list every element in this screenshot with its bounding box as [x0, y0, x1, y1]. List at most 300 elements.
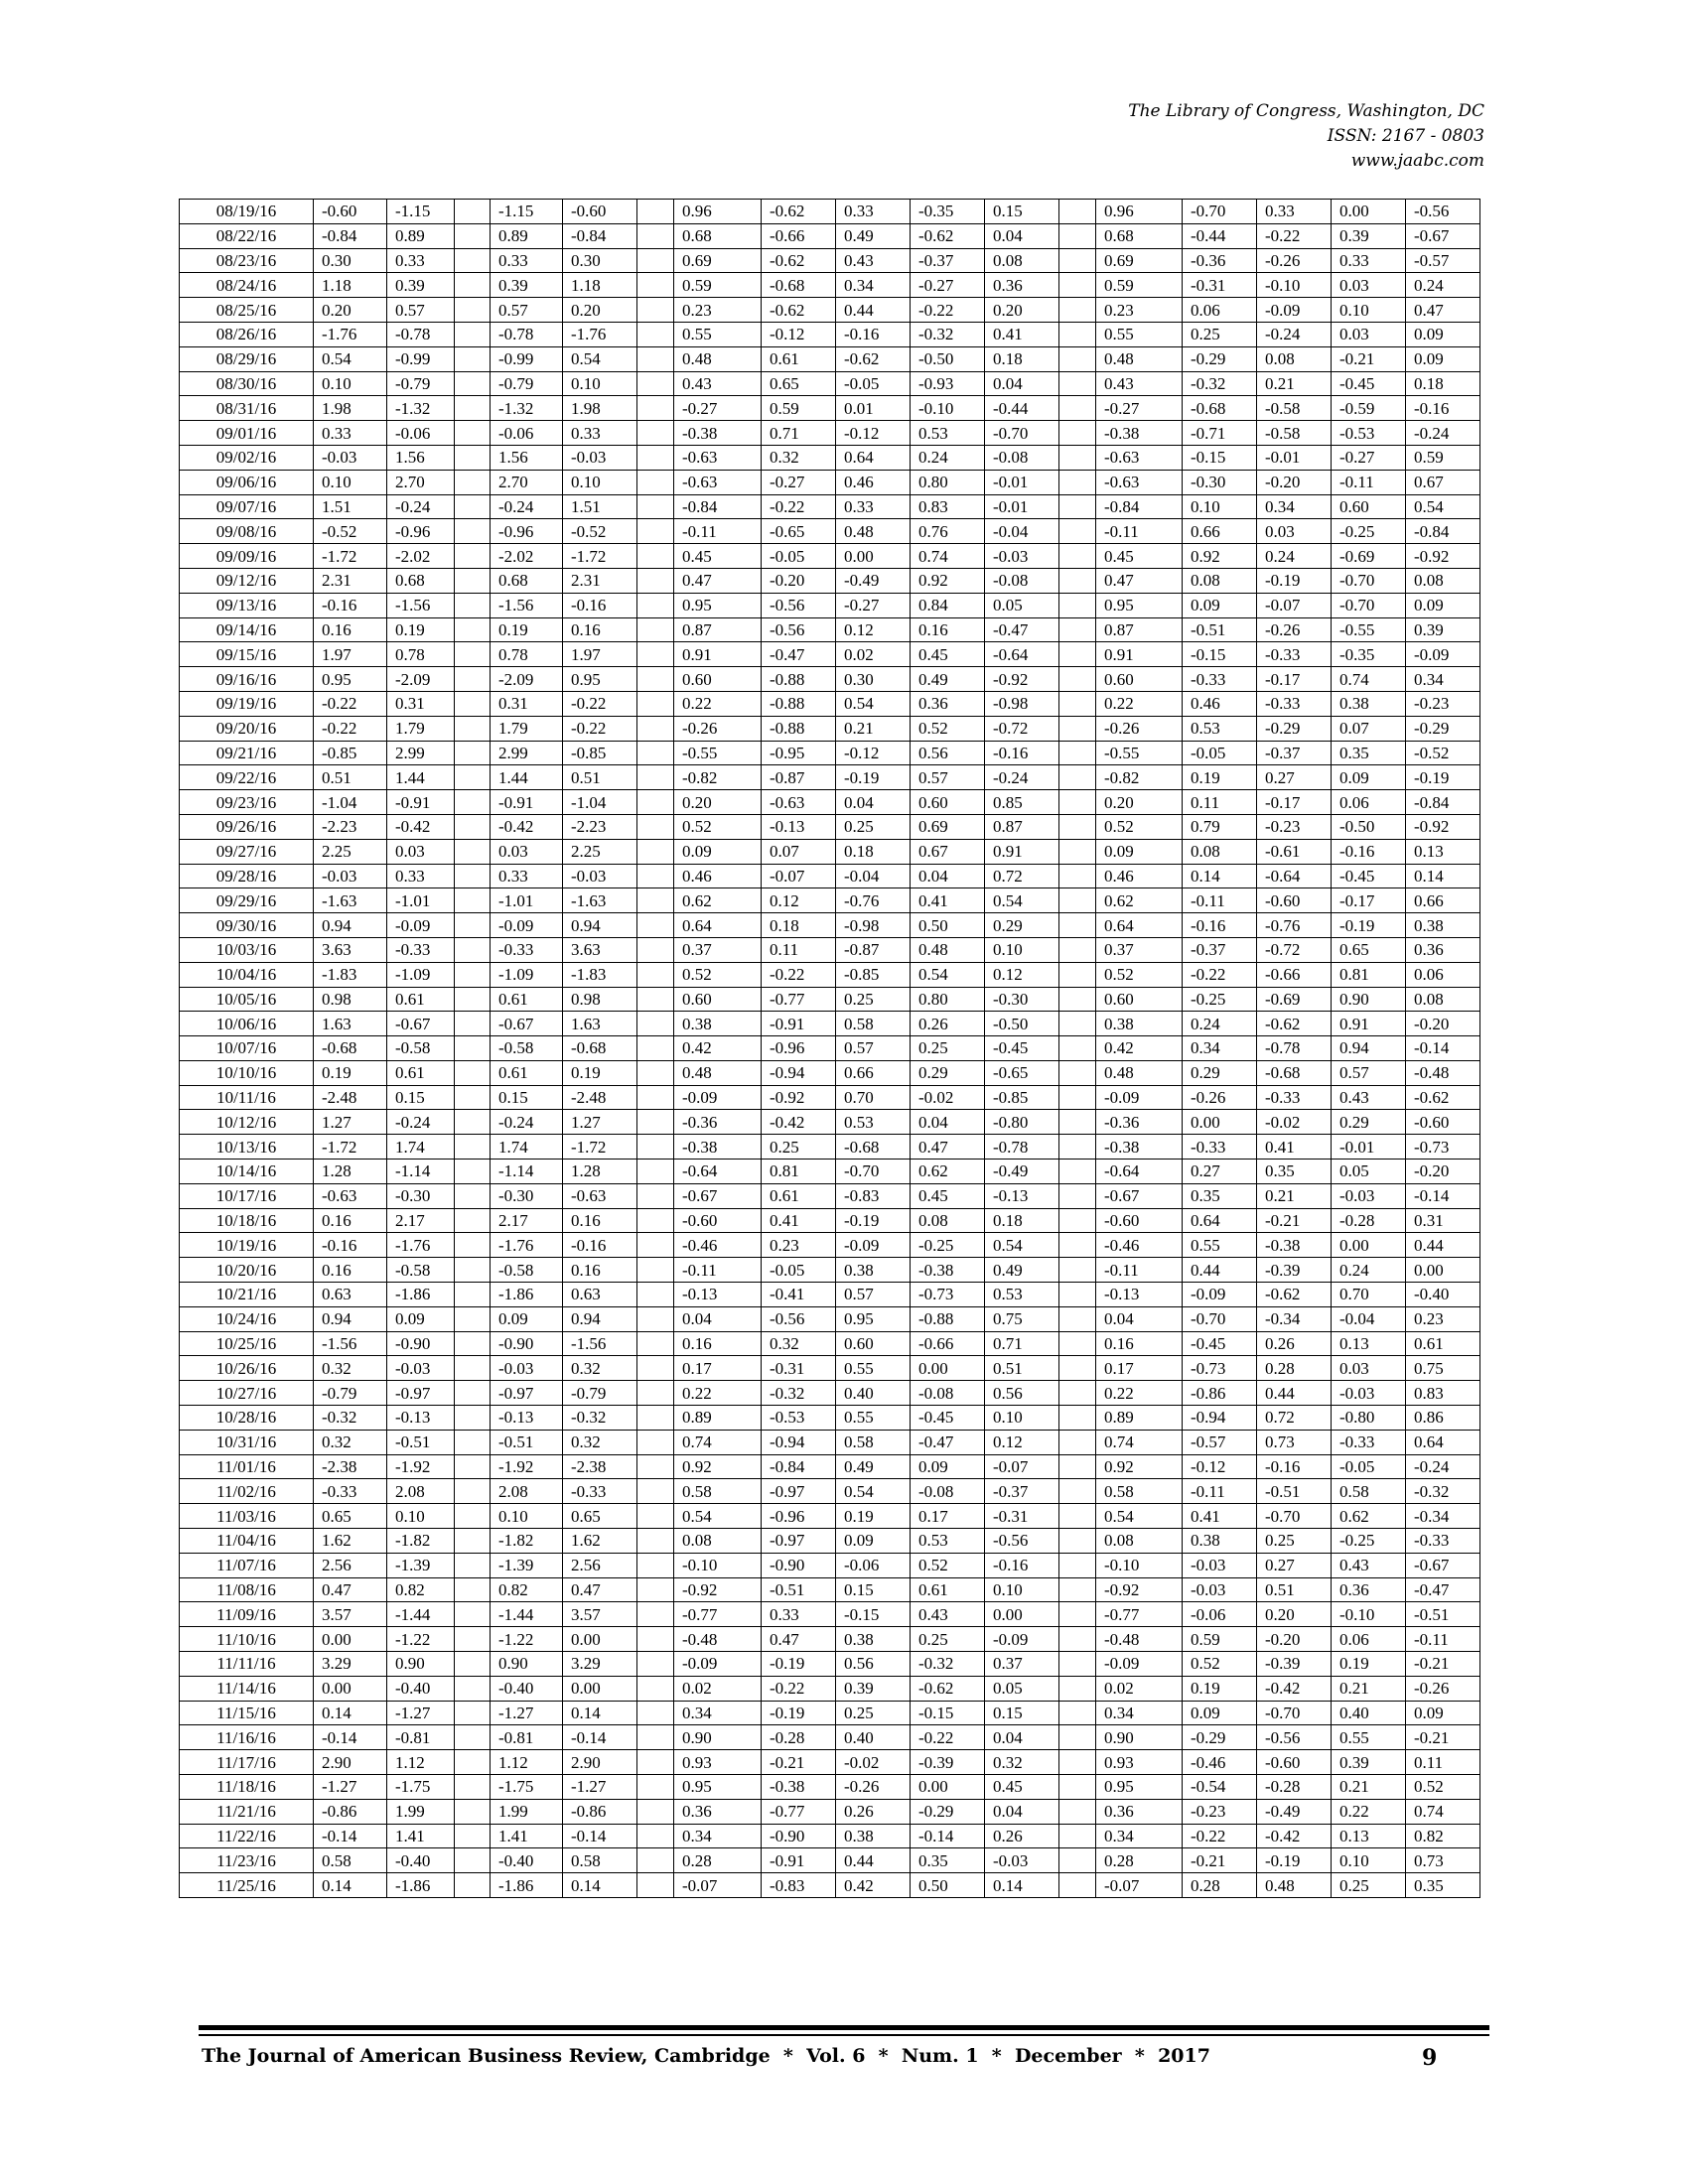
spacer-cell	[455, 1799, 491, 1824]
value-cell: 0.60	[911, 790, 985, 815]
value-cell: -0.05	[836, 371, 911, 396]
spacer-cell	[1059, 864, 1096, 888]
value-cell: -1.22	[387, 1627, 455, 1652]
value-cell: 0.48	[911, 937, 985, 962]
value-cell: -0.68	[314, 1036, 387, 1061]
value-cell: -0.23	[1183, 1799, 1257, 1824]
value-cell: 0.20	[985, 298, 1059, 323]
data-table	[179, 199, 1480, 1898]
value-cell: -0.08	[911, 1479, 985, 1504]
value-cell: 0.61	[911, 1577, 985, 1602]
value-cell: 0.90	[491, 1652, 563, 1677]
value-cell: -0.67	[1406, 1553, 1480, 1577]
value-cell: -1.76	[563, 322, 637, 346]
value-cell: 0.05	[1332, 1160, 1406, 1184]
value-cell: 1.79	[387, 716, 455, 741]
date-cell: 11/09/16	[180, 1602, 314, 1627]
spacer-cell	[637, 1331, 674, 1356]
value-cell: -1.63	[563, 888, 637, 913]
value-cell: 0.91	[1096, 642, 1183, 667]
value-cell: -0.72	[1257, 937, 1332, 962]
value-cell: -1.76	[314, 322, 387, 346]
spacer-cell	[1059, 642, 1096, 667]
value-cell: 0.36	[674, 1799, 762, 1824]
spacer-cell	[1059, 421, 1096, 446]
value-cell: 0.34	[1257, 494, 1332, 519]
value-cell: -0.92	[762, 1085, 836, 1110]
value-cell: -0.16	[985, 741, 1059, 765]
spacer-cell	[637, 1577, 674, 1602]
value-cell: 0.31	[491, 691, 563, 716]
date-cell: 08/25/16	[180, 298, 314, 323]
value-cell: 0.62	[911, 1160, 985, 1184]
value-cell: -0.12	[836, 421, 911, 446]
spacer-cell	[1059, 346, 1096, 371]
value-cell: -0.76	[836, 888, 911, 913]
value-cell: -0.19	[836, 765, 911, 790]
spacer-cell	[637, 1504, 674, 1529]
table-row	[180, 273, 1480, 298]
value-cell: -2.38	[314, 1454, 387, 1479]
table-row	[180, 1381, 1480, 1406]
spacer-cell	[637, 568, 674, 593]
value-cell: 1.28	[563, 1160, 637, 1184]
spacer-cell	[1059, 1160, 1096, 1184]
spacer-cell	[455, 1283, 491, 1307]
spacer-cell	[455, 617, 491, 642]
value-cell: 0.18	[836, 839, 911, 864]
value-cell: -0.92	[1406, 544, 1480, 569]
spacer-cell	[637, 322, 674, 346]
value-cell: -0.20	[1406, 1012, 1480, 1036]
value-cell: -0.12	[836, 741, 911, 765]
value-cell: 0.44	[1257, 1381, 1332, 1406]
spacer-cell	[455, 371, 491, 396]
spacer-cell	[455, 298, 491, 323]
footer-rule-thick	[199, 2025, 1489, 2030]
value-cell: 0.11	[762, 937, 836, 962]
value-cell: 0.22	[1096, 1381, 1183, 1406]
value-cell: 0.38	[1332, 691, 1406, 716]
value-cell: -0.70	[985, 421, 1059, 446]
value-cell: 3.57	[314, 1602, 387, 1627]
value-cell: -0.62	[836, 346, 911, 371]
value-cell: -0.30	[985, 987, 1059, 1012]
value-cell: 0.94	[314, 913, 387, 938]
value-cell: -0.03	[1183, 1553, 1257, 1577]
value-cell: 0.54	[911, 962, 985, 987]
value-cell: -0.69	[1332, 544, 1406, 569]
value-cell: -0.68	[563, 1036, 637, 1061]
value-cell: -1.15	[387, 200, 455, 224]
spacer-cell	[455, 1085, 491, 1110]
value-cell: -0.38	[1257, 1233, 1332, 1258]
spacer-cell	[637, 937, 674, 962]
value-cell: -0.46	[1183, 1750, 1257, 1775]
value-cell: -0.90	[762, 1553, 836, 1577]
table-row	[180, 223, 1480, 248]
spacer-cell	[1059, 888, 1096, 913]
spacer-cell	[455, 1479, 491, 1504]
value-cell: -0.63	[1096, 470, 1183, 494]
value-cell: 0.57	[911, 765, 985, 790]
spacer-cell	[1059, 1454, 1096, 1479]
value-cell: -0.83	[762, 1873, 836, 1898]
value-cell: 0.04	[985, 223, 1059, 248]
spacer-cell	[455, 1676, 491, 1701]
spacer-cell	[1059, 913, 1096, 938]
value-cell: -0.09	[1406, 642, 1480, 667]
value-cell: -0.98	[985, 691, 1059, 716]
value-cell: -0.13	[674, 1283, 762, 1307]
value-cell: 1.41	[491, 1824, 563, 1848]
value-cell: -0.04	[836, 864, 911, 888]
value-cell: 0.54	[674, 1504, 762, 1529]
value-cell: -1.22	[491, 1627, 563, 1652]
value-cell: -0.59	[1332, 396, 1406, 421]
value-cell: 0.16	[563, 617, 637, 642]
value-cell: -0.38	[762, 1775, 836, 1800]
value-cell: -0.84	[674, 494, 762, 519]
date-cell: 09/09/16	[180, 544, 314, 569]
value-cell: -0.88	[762, 716, 836, 741]
value-cell: 0.51	[1257, 1577, 1332, 1602]
value-cell: 0.19	[1332, 1652, 1406, 1677]
value-cell: 0.68	[387, 568, 455, 593]
value-cell: 0.43	[674, 371, 762, 396]
value-cell: -0.01	[985, 494, 1059, 519]
value-cell: -0.60	[1096, 1208, 1183, 1233]
value-cell: 0.71	[985, 1331, 1059, 1356]
date-cell: 10/12/16	[180, 1110, 314, 1135]
value-cell: 0.10	[985, 1577, 1059, 1602]
value-cell: -0.48	[674, 1627, 762, 1652]
value-cell: -0.67	[674, 1183, 762, 1208]
value-cell: 2.25	[314, 839, 387, 864]
value-cell: 1.98	[563, 396, 637, 421]
value-cell: 0.82	[387, 1577, 455, 1602]
spacer-cell	[637, 346, 674, 371]
value-cell: 0.35	[1406, 1873, 1480, 1898]
value-cell: 0.40	[836, 1725, 911, 1750]
value-cell: 3.57	[563, 1602, 637, 1627]
date-cell: 08/30/16	[180, 371, 314, 396]
table-row	[180, 1848, 1480, 1873]
table-row	[180, 962, 1480, 987]
table-row	[180, 642, 1480, 667]
table-row	[180, 1577, 1480, 1602]
value-cell: -0.67	[1096, 1183, 1183, 1208]
value-cell: -0.03	[314, 445, 387, 470]
value-cell: -0.48	[1406, 1060, 1480, 1085]
spacer-cell	[1059, 1060, 1096, 1085]
value-cell: -0.32	[911, 1652, 985, 1677]
value-cell: 0.14	[314, 1873, 387, 1898]
value-cell: 0.18	[762, 913, 836, 938]
value-cell: -0.16	[836, 322, 911, 346]
value-cell: -0.11	[1096, 1258, 1183, 1283]
value-cell: -0.96	[762, 1504, 836, 1529]
spacer-cell	[637, 1602, 674, 1627]
table-row	[180, 1208, 1480, 1233]
value-cell: -1.72	[563, 544, 637, 569]
spacer-cell	[637, 248, 674, 273]
value-cell: 0.87	[985, 814, 1059, 839]
value-cell: 0.52	[911, 1553, 985, 1577]
value-cell: 0.89	[1096, 1406, 1183, 1431]
spacer-cell	[1059, 568, 1096, 593]
value-cell: 1.27	[314, 1110, 387, 1135]
spacer-cell	[637, 1356, 674, 1381]
value-cell: 0.41	[1257, 1135, 1332, 1160]
date-cell: 08/22/16	[180, 223, 314, 248]
spacer-cell	[455, 470, 491, 494]
value-cell: 0.55	[674, 322, 762, 346]
spacer-cell	[455, 248, 491, 273]
spacer-cell	[1059, 1627, 1096, 1652]
value-cell: 0.14	[985, 1873, 1059, 1898]
spacer-cell	[637, 273, 674, 298]
date-cell: 09/06/16	[180, 470, 314, 494]
value-cell: 0.95	[674, 593, 762, 617]
value-cell: 3.63	[563, 937, 637, 962]
value-cell: -0.19	[762, 1701, 836, 1725]
spacer-cell	[455, 1848, 491, 1873]
value-cell: -0.36	[1183, 248, 1257, 273]
value-cell: 1.63	[563, 1012, 637, 1036]
spacer-cell	[455, 1824, 491, 1848]
value-cell: -0.39	[1257, 1652, 1332, 1677]
spacer-cell	[455, 642, 491, 667]
value-cell: 0.86	[1406, 1406, 1480, 1431]
value-cell: -0.21	[762, 1750, 836, 1775]
value-cell: 0.43	[1332, 1085, 1406, 1110]
spacer-cell	[1059, 716, 1096, 741]
value-cell: -1.27	[387, 1701, 455, 1725]
value-cell: 0.29	[985, 913, 1059, 938]
date-cell: 11/14/16	[180, 1676, 314, 1701]
value-cell: -0.25	[1332, 519, 1406, 544]
value-cell: 2.08	[387, 1479, 455, 1504]
value-cell: -0.40	[1406, 1283, 1480, 1307]
value-cell: 0.96	[1096, 200, 1183, 224]
value-cell: 0.30	[314, 248, 387, 273]
value-cell: 0.15	[387, 1085, 455, 1110]
value-cell: 0.08	[1406, 568, 1480, 593]
value-cell: -0.38	[1096, 421, 1183, 446]
value-cell: 0.18	[985, 346, 1059, 371]
value-cell: -2.23	[314, 814, 387, 839]
spacer-cell	[637, 1799, 674, 1824]
value-cell: -0.40	[387, 1676, 455, 1701]
value-cell: 0.18	[985, 1208, 1059, 1233]
value-cell: -0.22	[1183, 1824, 1257, 1848]
value-cell: 0.08	[1257, 346, 1332, 371]
table-row	[180, 1430, 1480, 1454]
value-cell: -0.84	[1096, 494, 1183, 519]
value-cell: 0.26	[1257, 1331, 1332, 1356]
value-cell: -0.83	[836, 1183, 911, 1208]
value-cell: -0.53	[1332, 421, 1406, 446]
value-cell: -0.88	[911, 1306, 985, 1331]
table-row	[180, 864, 1480, 888]
value-cell: -0.02	[1257, 1110, 1332, 1135]
value-cell: 0.42	[674, 1036, 762, 1061]
value-cell: -0.79	[563, 1381, 637, 1406]
value-cell: -0.97	[762, 1529, 836, 1554]
date-cell: 10/06/16	[180, 1012, 314, 1036]
value-cell: -0.44	[985, 396, 1059, 421]
value-cell: 0.23	[762, 1233, 836, 1258]
value-cell: 0.52	[1096, 962, 1183, 987]
value-cell: -0.78	[985, 1135, 1059, 1160]
table-row	[180, 937, 1480, 962]
value-cell: -0.57	[1406, 248, 1480, 273]
value-cell: -0.42	[491, 814, 563, 839]
value-cell: 0.00	[985, 1602, 1059, 1627]
value-cell: 0.58	[1332, 1479, 1406, 1504]
value-cell: -0.17	[1257, 790, 1332, 815]
spacer-cell	[455, 839, 491, 864]
value-cell: 0.94	[1332, 1036, 1406, 1061]
value-cell: 0.90	[387, 1652, 455, 1677]
spacer-cell	[455, 1627, 491, 1652]
value-cell: -1.01	[491, 888, 563, 913]
value-cell: -0.45	[1332, 864, 1406, 888]
value-cell: 0.89	[387, 223, 455, 248]
spacer-cell	[1059, 1306, 1096, 1331]
value-cell: -0.58	[387, 1036, 455, 1061]
value-cell: 0.22	[1332, 1799, 1406, 1824]
value-cell: -0.09	[387, 913, 455, 938]
spacer-cell	[455, 765, 491, 790]
value-cell: 0.54	[836, 691, 911, 716]
date-cell: 08/26/16	[180, 322, 314, 346]
table-row	[180, 1799, 1480, 1824]
value-cell: -0.62	[762, 298, 836, 323]
value-cell: 0.09	[1406, 346, 1480, 371]
date-cell: 08/29/16	[180, 346, 314, 371]
value-cell: -0.46	[674, 1233, 762, 1258]
value-cell: 0.39	[387, 273, 455, 298]
value-cell: -0.29	[1406, 716, 1480, 741]
value-cell: -0.21	[1183, 1848, 1257, 1873]
value-cell: 2.17	[491, 1208, 563, 1233]
value-cell: -0.16	[1332, 839, 1406, 864]
value-cell: -0.92	[674, 1577, 762, 1602]
value-cell: 0.58	[836, 1012, 911, 1036]
value-cell: -0.30	[387, 1183, 455, 1208]
value-cell: 0.10	[1332, 1848, 1406, 1873]
value-cell: 0.17	[911, 1504, 985, 1529]
value-cell: -0.85	[985, 1085, 1059, 1110]
value-cell: 0.70	[1332, 1283, 1406, 1307]
spacer-cell	[455, 937, 491, 962]
table-row	[180, 248, 1480, 273]
value-cell: -0.20	[1406, 1160, 1480, 1184]
value-cell: 1.99	[491, 1799, 563, 1824]
value-cell: -0.07	[985, 1454, 1059, 1479]
value-cell: -0.49	[985, 1160, 1059, 1184]
value-cell: -0.11	[1096, 519, 1183, 544]
spacer-cell	[1059, 1701, 1096, 1725]
value-cell: 0.40	[1332, 1701, 1406, 1725]
value-cell: -1.63	[314, 888, 387, 913]
value-cell: -2.02	[387, 544, 455, 569]
value-cell: -0.29	[911, 1799, 985, 1824]
value-cell: -1.76	[387, 1233, 455, 1258]
value-cell: 0.28	[1257, 1356, 1332, 1381]
value-cell: 0.93	[674, 1750, 762, 1775]
value-cell: 0.24	[1406, 273, 1480, 298]
value-cell: 0.15	[985, 1701, 1059, 1725]
value-cell: 0.13	[1406, 839, 1480, 864]
value-cell: -0.13	[491, 1406, 563, 1431]
value-cell: 0.39	[1332, 223, 1406, 248]
spacer-cell	[455, 223, 491, 248]
value-cell: 0.64	[1096, 913, 1183, 938]
value-cell: 0.98	[563, 987, 637, 1012]
value-cell: 0.51	[985, 1356, 1059, 1381]
date-cell: 11/10/16	[180, 1627, 314, 1652]
value-cell: -1.92	[387, 1454, 455, 1479]
value-cell: 0.08	[1183, 839, 1257, 864]
value-cell: -0.10	[674, 1553, 762, 1577]
spacer-cell	[455, 888, 491, 913]
value-cell: 0.74	[1406, 1799, 1480, 1824]
value-cell: 0.91	[1332, 1012, 1406, 1036]
value-cell: 0.72	[985, 864, 1059, 888]
value-cell: -0.56	[762, 617, 836, 642]
value-cell: -0.84	[314, 223, 387, 248]
value-cell: -0.56	[762, 593, 836, 617]
value-cell: 0.62	[1332, 1504, 1406, 1529]
value-cell: -0.22	[563, 691, 637, 716]
spacer-cell	[637, 1430, 674, 1454]
value-cell: 0.64	[674, 913, 762, 938]
value-cell: 0.10	[563, 371, 637, 396]
value-cell: -0.03	[1183, 1577, 1257, 1602]
value-cell: 0.06	[1406, 962, 1480, 987]
date-cell: 10/27/16	[180, 1381, 314, 1406]
value-cell: -0.63	[674, 445, 762, 470]
value-cell: 0.03	[1332, 1356, 1406, 1381]
value-cell: -0.31	[1183, 273, 1257, 298]
date-cell: 11/15/16	[180, 1701, 314, 1725]
value-cell: -0.11	[674, 519, 762, 544]
value-cell: -0.64	[1257, 864, 1332, 888]
value-cell: 0.20	[1096, 790, 1183, 815]
value-cell: -0.31	[762, 1356, 836, 1381]
value-cell: -0.33	[1257, 1085, 1332, 1110]
value-cell: 0.78	[387, 642, 455, 667]
table-row	[180, 1701, 1480, 1725]
value-cell: 0.38	[836, 1258, 911, 1283]
value-cell: 1.18	[314, 273, 387, 298]
value-cell: -0.24	[387, 494, 455, 519]
table-row	[180, 1725, 1480, 1750]
table-row	[180, 1356, 1480, 1381]
value-cell: 0.43	[1096, 371, 1183, 396]
value-cell: 0.09	[1332, 765, 1406, 790]
value-cell: 1.99	[387, 1799, 455, 1824]
value-cell: -0.32	[762, 1381, 836, 1406]
value-cell: -0.44	[1183, 223, 1257, 248]
table-row	[180, 470, 1480, 494]
spacer-cell	[1059, 617, 1096, 642]
value-cell: -0.33	[1332, 1430, 1406, 1454]
value-cell: 0.59	[762, 396, 836, 421]
